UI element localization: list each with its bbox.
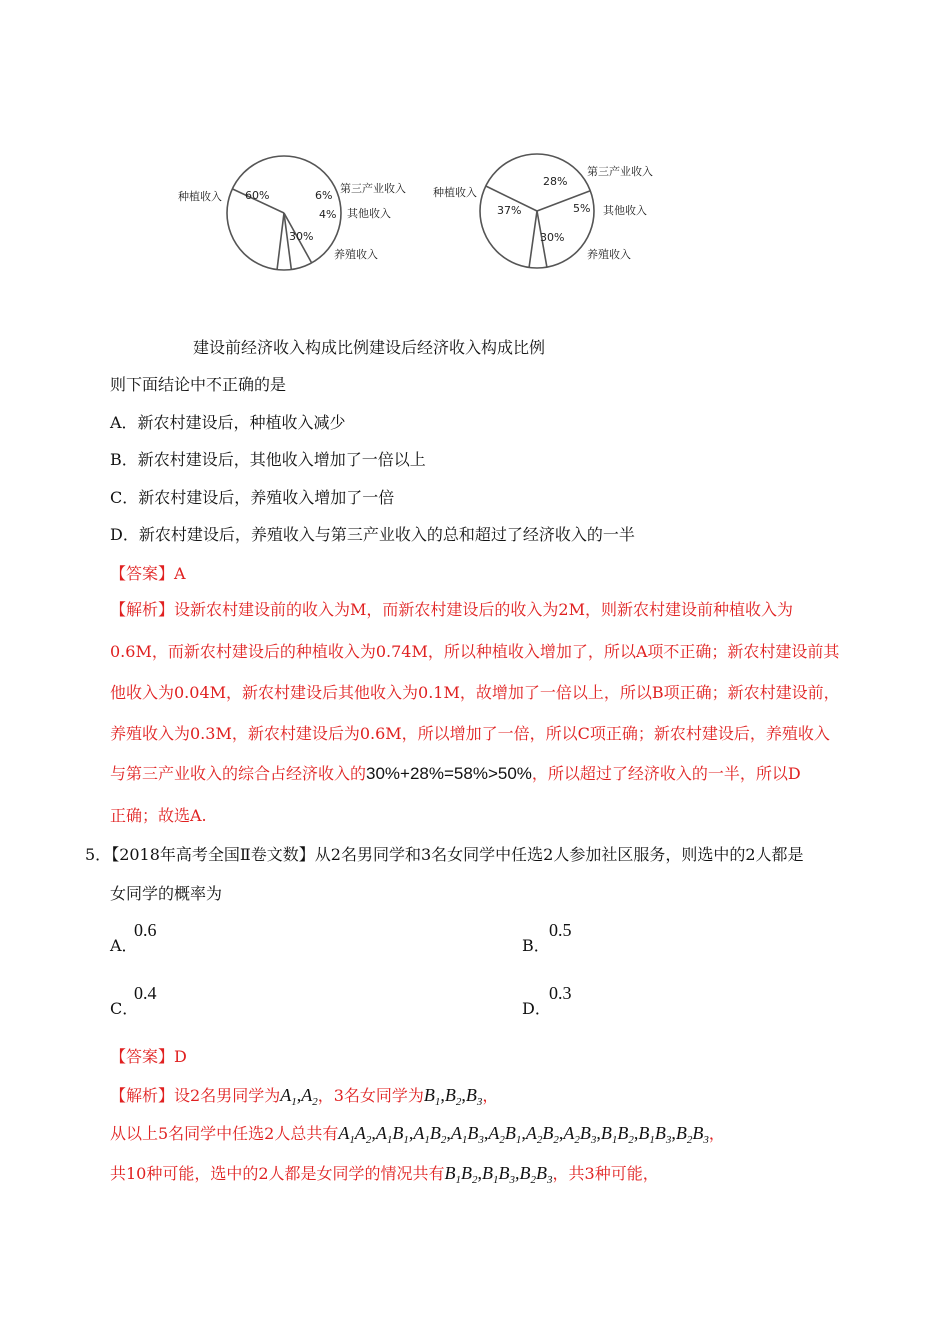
q4-option-b: B．新农村建设后，其他收入增加了一倍以上 (110, 450, 426, 469)
pie-after-slice-line-4 (529, 211, 537, 267)
pie-before-planting-label: 种植收入 (178, 190, 222, 203)
q5-analysis-line-1 (110, 1085, 498, 1106)
q5-option-b-value: 0.5 (549, 920, 572, 940)
q5-answer (110, 1047, 187, 1067)
pie-after-tertiary-pct: 28% (543, 175, 568, 188)
pie-before-slice-line-4 (277, 213, 284, 270)
q5-analysis-text-3c: ，共3种可能， (552, 1164, 659, 1183)
q5-analysis-text-2c: ， (708, 1124, 725, 1143)
q5-answer-tag: 【答案】 (110, 1047, 175, 1066)
q4-analysis-line-6: 正确；故选A. (110, 806, 207, 825)
q4-option-a: A．新农村建设后，种植收入减少 (110, 413, 346, 432)
q5-option-b-letter: B． (522, 936, 550, 955)
pie-before-tertiary-pct: 6% (315, 189, 333, 202)
q5-stem-line-2: 女同学的概率为 (110, 884, 223, 903)
q4-option-d: D．新农村建设后，养殖收入与第三产业收入的总和超过了经济收入的一半 (110, 525, 635, 544)
q4-answer-value: A (174, 564, 186, 583)
q5-math-all-pairs: $A_1A_2,A_1B_1,A_1B_2,A_1B_3,A_2B_1,A_2B_2,A_2B_3,B_1B_2,B_1B_3,B_2B_3$ (338, 1123, 709, 1146)
q4-answer-tag: 【答案】 (110, 564, 175, 583)
pie-before-planting-pct: 60% (245, 189, 270, 202)
q5-option-a-value: 0.6 (134, 920, 157, 940)
q5-math-girls: $B_1,B_2,B_3$ (423, 1085, 483, 1108)
q5-analysis-text-2a: 从以上5名同学中任选2人总共有 (110, 1124, 339, 1143)
q5-answer-value: D (174, 1047, 187, 1066)
pie-before-breeding-pct: 30% (289, 230, 314, 243)
pie-before-tertiary-label: 第三产业收入 (340, 182, 406, 195)
pie-after-planting-pct: 37% (497, 204, 522, 217)
pie-before-breeding-label: 养殖收入 (334, 248, 378, 261)
pie-after-breeding-label: 养殖收入 (587, 248, 631, 261)
q5-option-d-value: 0.3 (549, 983, 572, 1003)
q4-analysis-text-5b: ，所以超过了经济收入的一半，所以D (531, 764, 801, 783)
pie-after-planting-label: 种植收入 (433, 186, 477, 199)
pie-chart-before (178, 156, 406, 270)
q4-answer (110, 564, 186, 584)
pie-after-other-label: 其他收入 (603, 204, 647, 217)
q4-analysis-line-3: 他收入为0.04M，新农村建设后其他收入为0.1M，故增加了一倍以上，所以B项正确；新农村建设前， (110, 683, 840, 702)
q5-option-c-letter: C． (110, 999, 139, 1018)
q4-analysis-tag: 【解析】 (110, 600, 175, 619)
q5-analysis-text-1a: 设2名男同学为 (174, 1086, 281, 1105)
q4-stem: 则下面结论中不正确的是 (110, 375, 287, 394)
q4-analysis-line-1 (110, 600, 793, 620)
q4-analysis-text-1: 设新农村建设前的收入为M，而新农村建设后的收入为2M，则新农村建设前种植收入为 (174, 600, 793, 619)
figure-caption: 建设前经济收入构成比例建设后经济收入构成比例 (193, 338, 546, 357)
q5-stem-text-1: 从2名男同学和3名女同学中任选2人参加社区服务，则选中的2人都是 (314, 845, 804, 864)
q5-source: 【2018年高考全国Ⅱ卷文数】 (111, 845, 315, 864)
pie-before-other-label: 其他收入 (347, 207, 391, 220)
q4-analysis-math: 30%+28%=58%>50% (366, 764, 532, 783)
pie-charts-figure (0, 140, 950, 290)
pie-before-other-pct: 4% (319, 208, 337, 221)
pie-chart-after (433, 154, 653, 268)
q5-number: 5． (85, 845, 112, 864)
q4-analysis-text-5a: 与第三产业收入的综合占经济收入的 (110, 764, 367, 783)
q5-option-a-letter: A． (110, 936, 138, 955)
q5-math-girl-pairs: $B_1B_2,B_1B_3,B_2B_3$ (444, 1163, 553, 1186)
q4-option-c: C．新农村建设后，养殖收入增加了一倍 (110, 488, 395, 507)
q5-analysis-line-2 (110, 1123, 725, 1144)
q5-analysis-tag: 【解析】 (110, 1086, 175, 1105)
q5-analysis-line-3 (110, 1163, 659, 1184)
q5-math-boys: $A_1,A_2$ (280, 1085, 318, 1108)
q4-analysis-line-4: 养殖收入为0.3M，新农村建设后为0.6M，所以增加了一倍，所以C项正确；新农村建设后，养殖收入 (110, 724, 830, 743)
q5-option-c-value: 0.4 (134, 983, 157, 1003)
q5-analysis-text-3a: 共10种可能，选中的2人都是女同学的情况共有 (110, 1164, 445, 1183)
q5-stem-line-1 (85, 845, 804, 865)
pie-after-other-pct: 5% (573, 202, 591, 215)
q4-analysis-line-2: 0.6M，而新农村建设后的种植收入为0.74M，所以种植收入增加了，所以A项不正确；新农村建设前其 (110, 642, 840, 661)
q5-analysis-text-1c: ， (482, 1086, 499, 1105)
q4-analysis-line-5 (110, 764, 801, 784)
pie-after-breeding-pct: 30% (540, 231, 565, 244)
pie-after-tertiary-label: 第三产业收入 (587, 165, 653, 178)
q5-option-d-letter: D． (522, 999, 551, 1018)
q5-analysis-text-1b: ，3名女同学为 (317, 1086, 424, 1105)
